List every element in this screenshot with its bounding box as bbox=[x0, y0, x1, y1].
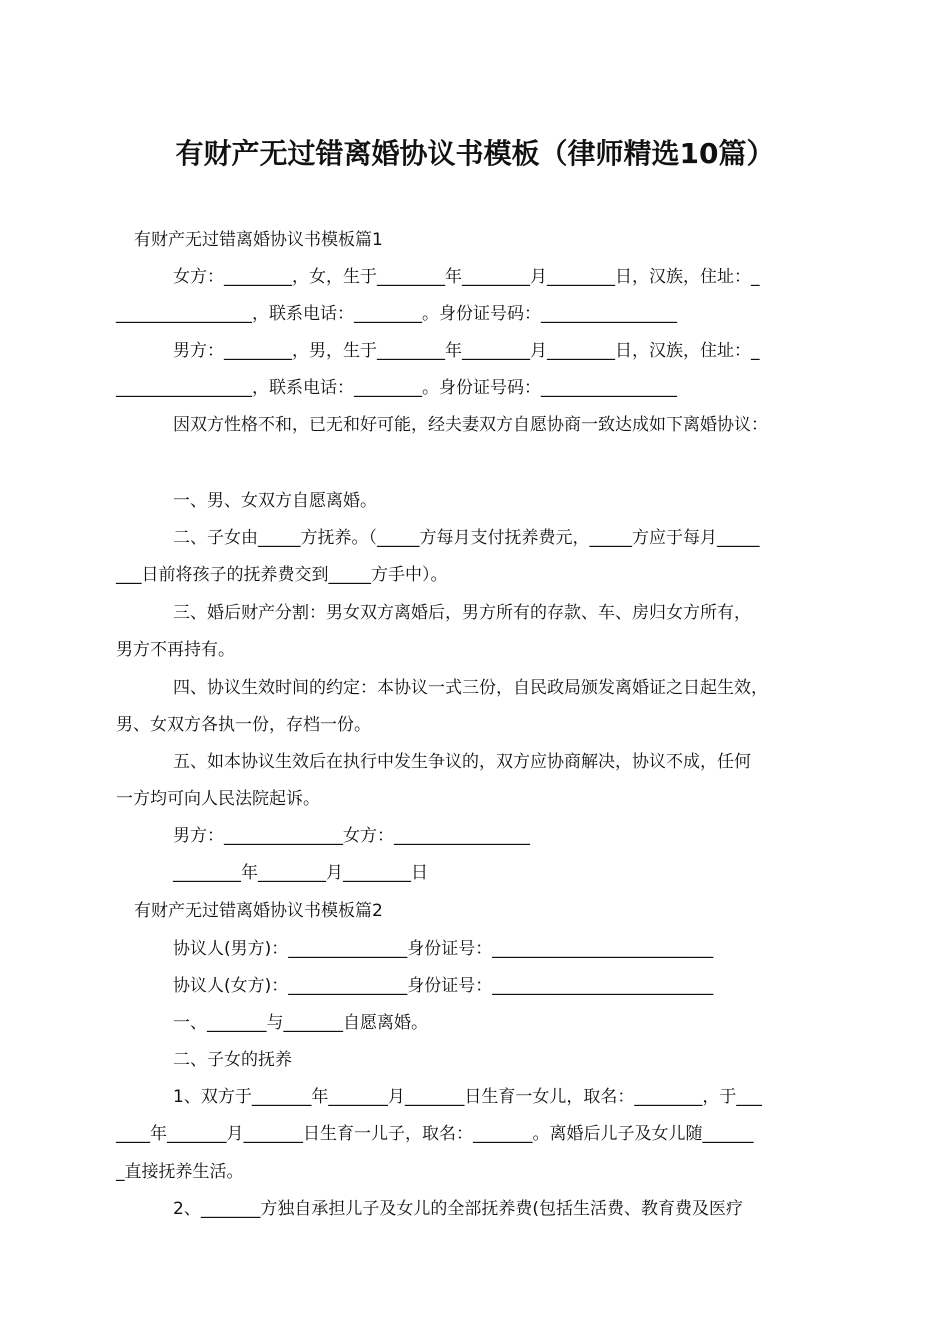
paragraph-line: 五、如本协议生效后在执行中发生争议的，双方应协商解决，协议不成，任何 bbox=[173, 752, 751, 772]
paragraph-line: 一、男、女双方自愿离婚。 bbox=[173, 491, 377, 511]
paragraph-line: ___日前将孩子的抚养费交到_____方手中）。 bbox=[116, 565, 448, 585]
document-title: 有财产无过错离婚协议书模板（律师精选10篇） bbox=[175, 137, 775, 170]
section-heading-1: 有财产无过错离婚协议书模板篇1 bbox=[134, 230, 383, 250]
paragraph-line: ____年_______月_______日生育一儿子，取名：_______。离婚后儿子及女儿随______ bbox=[116, 1124, 754, 1144]
paragraph-line: 二、子女的抚养 bbox=[173, 1050, 292, 1070]
paragraph-line: _直接抚养生活。 bbox=[116, 1162, 244, 1182]
paragraph-line: ________________，联系电话：________。身份证号码：________________ bbox=[116, 304, 677, 324]
paragraph-line: 女方：________，女，生于________年________月________日，汉族，住址：_ bbox=[173, 267, 760, 287]
paragraph-line: ________________，联系电话：________。身份证号码：________________ bbox=[116, 378, 677, 398]
paragraph-line: 四、协议生效时间的约定：本协议一式三份，自民政局颁发离婚证之日起生效， bbox=[173, 678, 768, 698]
paragraph-line: 男、女双方各执一份，存档一份。 bbox=[116, 715, 371, 735]
paragraph-line: 三、婚后财产分割：男女双方离婚后，男方所有的存款、车、房归女方所有， bbox=[173, 603, 751, 623]
paragraph-line: 1、双方于_______年_______月_______日生育一女儿，取名：________，于___ bbox=[173, 1087, 762, 1107]
section-heading-2: 有财产无过错离婚协议书模板篇2 bbox=[134, 901, 383, 921]
paragraph-line: 男方：________，男，生于________年________月________日，汉族，住址：_ bbox=[173, 341, 760, 361]
paragraph-line: 男方不再持有。 bbox=[116, 640, 235, 660]
signature-line: 男方：______________女方：________________ bbox=[173, 826, 530, 846]
paragraph-line: 二、子女由_____方抚养。（_____方每月支付抚养费元，_____方应于每月_____ bbox=[173, 528, 760, 548]
paragraph-line: 因双方性格不和，已无和好可能，经夫妻双方自愿协商一致达成如下离婚协议： bbox=[173, 415, 768, 435]
paragraph-line: 2、_______方独自承担儿子及女儿的全部抚养费(包括生活费、教育费及医疗 bbox=[173, 1199, 743, 1219]
date-line: ________年________月________日 bbox=[173, 863, 428, 883]
paragraph-line: 协议人(男方)：______________身份证号：__________________________ bbox=[173, 939, 714, 959]
paragraph-line: 一、_______与_______自愿离婚。 bbox=[173, 1013, 428, 1033]
paragraph-line: 协议人(女方)：______________身份证号：__________________________ bbox=[173, 976, 714, 996]
paragraph-line: 一方均可向人民法院起诉。 bbox=[116, 789, 320, 809]
